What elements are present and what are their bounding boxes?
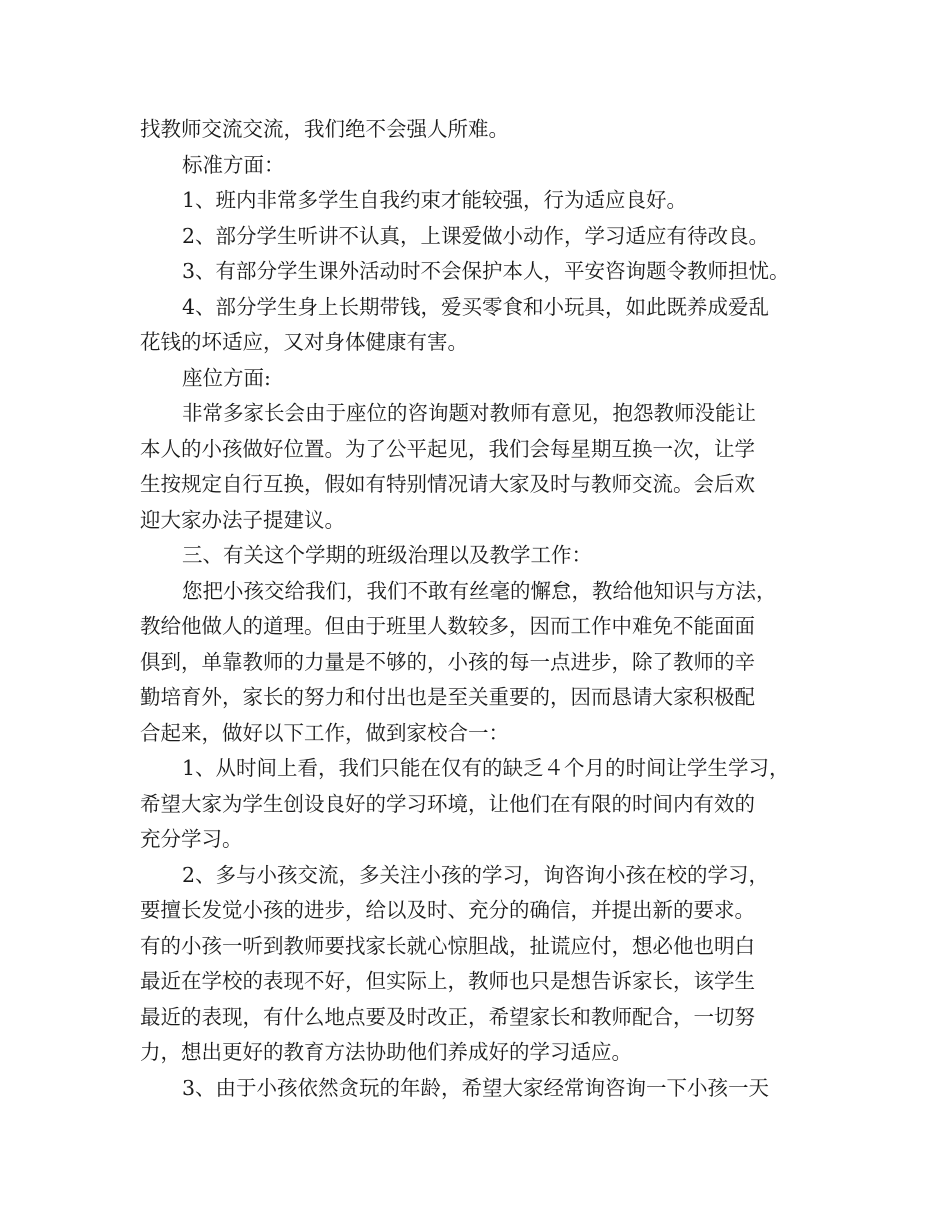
text-line: 花钱的坏适应，又对身体健康有害。 — [140, 330, 468, 354]
text-line: 座位方面: — [182, 365, 271, 390]
text-line: 找教师交流交流，我们绝不会强人所难。 — [140, 117, 509, 141]
text-line: 三、有关这个学期的班级治理以及教学工作： — [182, 543, 592, 567]
text-line: 2、多与小孩交流，多关注小孩的学习，询咨询小孩在校的学习， — [182, 862, 770, 887]
text-line: 1、从时间上看，我们只能在仅有的缺乏４个月的时间让学生学习， — [182, 756, 790, 780]
text-line: 教给他做人的道理。但由于班里人数较多，因而工作中难免不能面面 — [140, 614, 755, 638]
text-line: 希望大家为学生创设良好的学习环境，让他们在有限的时间内有效的 — [140, 791, 755, 816]
text-line: 要擅长发觉小孩的进步，给以及时、充分的确信，并提出新的要求。 — [140, 898, 755, 922]
text-line: 有的小孩一听到教师要找家长就心惊胆战，扯谎应付，想必他也明白 — [140, 933, 755, 958]
text-line: 标准方面： — [182, 152, 285, 177]
text-line: 俱到，单靠教师的力量是不够的，小孩的每一点进步，除了教师的辛 — [140, 649, 755, 674]
text-line: 1、班内非常多学生自我约束才能较强，行为适应良好。 — [182, 188, 688, 212]
text-line: 非常多家长会由于座位的咨询题对教师有意见，抱怨教师没能让 — [182, 401, 756, 425]
document-body — [140, 112, 812, 1106]
text-line: 3、由于小孩依然贪玩的年龄，希望大家经常询咨询一下小孩一天 — [182, 1075, 770, 1100]
text-line: 您把小孩交给我们，我们不敢有丝毫的懈怠，教给他知识与方法， — [182, 578, 777, 603]
text-line: 充分学习。 — [140, 827, 243, 851]
text-line: 合起来，做好以下工作，做到家校合一： — [140, 720, 509, 745]
text-line: 4、部分学生身上长期带钱，爱买零食和小玩具，如此既养成爱乱 — [182, 294, 770, 319]
text-line: 力，想出更好的教育方法协助他们养成好的学习适应。 — [140, 1040, 632, 1064]
text-line: 2、部分学生听讲不认真，上课爱做小动作，学习适应有待改良。 — [182, 223, 770, 248]
text-line: 迎大家办法子提建议。 — [140, 507, 345, 532]
text-line: 生按规定自行互换，假如有特别情况请大家及时与教师交流。会后欢 — [140, 472, 755, 496]
text-line: 本人的小孩做好位置。为了公平起见，我们会每星期互换一次，让学 — [140, 436, 755, 461]
text-line: 3、有部分学生课外活动时不会保护本人，平安咨询题令教师担忧。 — [182, 259, 790, 283]
text-line: 最近在学校的表现不好，但实际上，教师也只是想告诉家长，该学生 — [140, 969, 755, 993]
text-line: 最近的表现，有什么地点要及时改正，希望家长和教师配合，一切努 — [140, 1004, 755, 1029]
text-line: 勤培育外，家长的努力和付出也是至关重要的，因而恳请大家积极配 — [140, 685, 755, 709]
